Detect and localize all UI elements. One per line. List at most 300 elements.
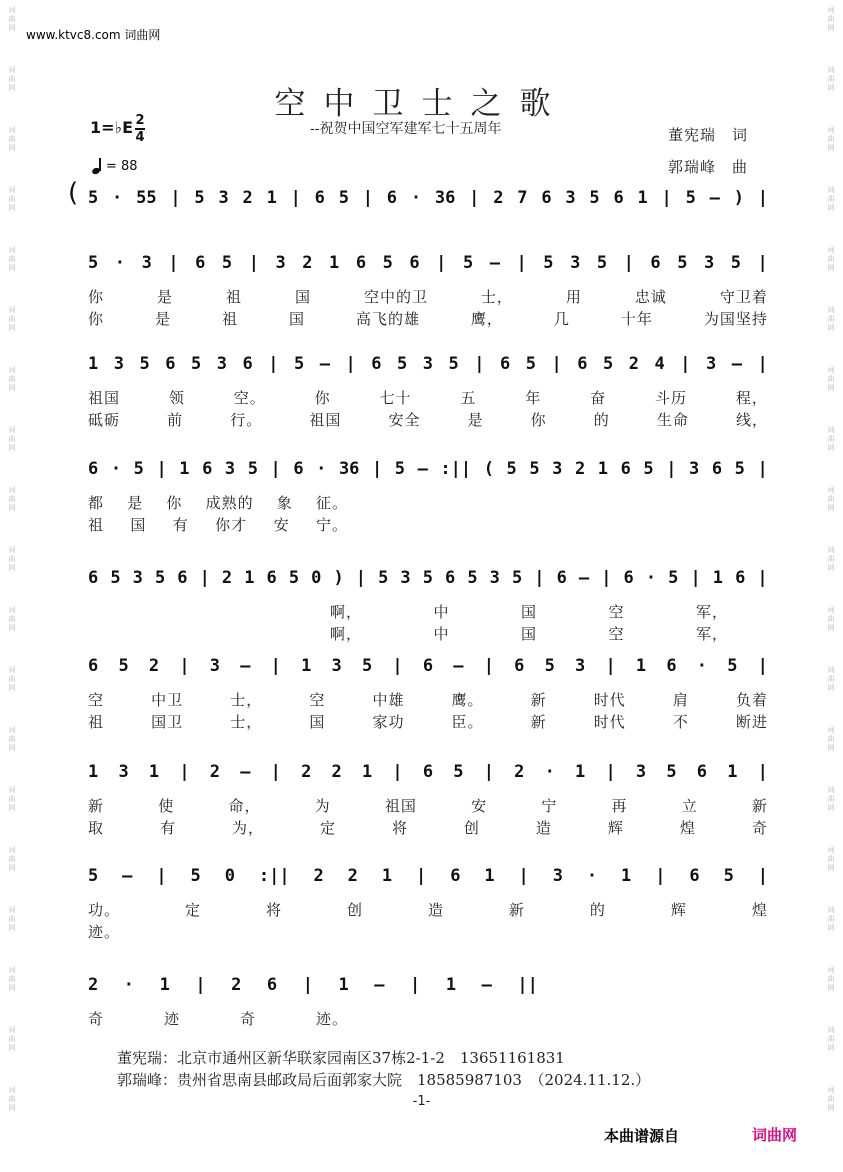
note: 1: [637, 188, 648, 208]
lyric-syllable: 领: [168, 389, 185, 407]
bar-line: |: [757, 188, 768, 208]
lyric-syllable: 奇: [751, 819, 768, 837]
lyric-line: [88, 921, 128, 942]
note: –: [453, 656, 464, 676]
lyric-syllable: 祖国: [309, 411, 342, 429]
lyric-syllable: 有: [159, 819, 176, 837]
note: 1: [597, 459, 609, 479]
lyric-syllable: 象: [276, 494, 293, 512]
watermark-mark: 词 曲 网: [827, 246, 835, 272]
lyric-syllable: 祖: [221, 310, 238, 328]
bar-line: |: [757, 866, 768, 886]
note: 5: [154, 568, 166, 588]
lyricist-credit: 董宪瑞 词: [668, 126, 749, 144]
site-url[interactable]: www.ktvc8.com 词曲网: [26, 28, 161, 42]
watermark-mark: 词 曲 网: [8, 546, 16, 572]
lyric-syllable: 的: [589, 901, 606, 919]
lyric-syllable: 中卫: [151, 691, 184, 709]
key-signature: 1=♭E: [90, 118, 134, 137]
lyric-syllable: 斗历: [655, 389, 688, 407]
note: 6: [293, 459, 304, 479]
lyric-syllable: 的: [593, 411, 610, 429]
tempo-marking: [92, 158, 138, 174]
lyric-syllable: 安: [471, 797, 488, 815]
bar-line: |: [199, 568, 210, 588]
lyric-syllable: 都: [88, 494, 105, 512]
note: 6: [689, 866, 700, 886]
notation-line: [88, 656, 768, 676]
watermark-mark: 词 曲 网: [8, 846, 16, 872]
lyric-line: [88, 286, 768, 307]
note: 6: [371, 354, 382, 374]
lyric-syllable: 士，: [230, 691, 263, 709]
lyric-syllable: 时代: [593, 713, 626, 731]
site-logo[interactable]: 词曲网: [752, 1126, 798, 1144]
lyric-syllable: 是: [154, 310, 171, 328]
note: 2: [514, 762, 525, 782]
left-watermark-strip: [4, 0, 20, 1172]
lyric-syllable: 是: [467, 411, 484, 429]
source-label: 本曲谱源自: [604, 1127, 680, 1145]
lyric-syllable: 国: [130, 516, 147, 534]
lyric-syllable: 断进: [735, 713, 768, 731]
note: 5: [338, 188, 349, 208]
time-signature: [135, 114, 145, 145]
note: 6: [711, 459, 723, 479]
watermark-mark: 词 曲 网: [8, 666, 16, 692]
note: 5: [110, 568, 121, 588]
note: 6: [445, 568, 456, 588]
note: 6: [88, 568, 99, 588]
bar-line: |: [516, 253, 527, 273]
lyric-syllable: 忠诚: [634, 288, 667, 306]
note: 1: [621, 866, 632, 886]
lyric-syllable: 负着: [735, 691, 768, 709]
note: 3: [400, 568, 411, 588]
note: –: [319, 354, 330, 374]
bar-line: |: [483, 656, 494, 676]
bar-line: |: [302, 975, 313, 995]
notation-line: [88, 253, 768, 273]
bar-line: |: [436, 253, 447, 273]
note: 6: [266, 568, 277, 588]
notation-line: [88, 762, 768, 782]
lyric-line: [88, 795, 768, 816]
note: 2: [301, 762, 312, 782]
note: 6: [620, 459, 631, 479]
tempo-value: = 88: [106, 158, 138, 174]
note: 2: [331, 762, 342, 782]
right-watermark-strip: [823, 0, 839, 1172]
lyric-syllable: 生命: [656, 411, 689, 429]
lyric-syllable: 立: [681, 797, 698, 815]
watermark-mark: 词 曲 网: [827, 6, 835, 32]
note: 6: [266, 975, 278, 995]
lyric-line: [88, 899, 768, 920]
bar-line: |: [757, 656, 768, 676]
note: 2: [148, 656, 160, 676]
lyric-line: [88, 817, 768, 838]
note: 5: [190, 866, 201, 886]
note: 1: [159, 975, 170, 995]
lyric-syllable: 使: [158, 797, 175, 815]
lyric-syllable: 祖国: [88, 389, 121, 407]
note: 2: [88, 975, 99, 995]
lyric-line: [88, 409, 768, 430]
bar-line: |: [518, 866, 529, 886]
note: 5: [247, 459, 258, 479]
lyric-syllable: 祖国: [384, 797, 417, 815]
note: 1: [329, 253, 340, 273]
bar-line: ||: [517, 975, 538, 995]
bar-line: |: [757, 354, 768, 374]
bar-line: |: [392, 656, 403, 676]
lyric-syllable: 啊，: [330, 625, 363, 643]
note: 5: [118, 656, 129, 676]
note: 3: [331, 656, 342, 676]
lyric-syllable: 年: [525, 389, 542, 407]
watermark-mark: 词 曲 网: [827, 66, 835, 92]
watermark-mark: 词 曲 网: [827, 486, 835, 512]
watermark-mark: 词 曲 网: [827, 906, 835, 932]
bar-line: |: [248, 253, 259, 273]
lyric-syllable: 祖: [225, 288, 242, 306]
lyric-syllable: 是: [156, 288, 173, 306]
lyric-syllable: 程，: [735, 389, 768, 407]
lyric-line: [330, 601, 728, 622]
watermark-mark: 词 曲 网: [827, 666, 835, 692]
note: 6: [541, 188, 552, 208]
lyric-line: [88, 689, 768, 710]
note: 5: [596, 253, 608, 273]
note: 6: [696, 762, 707, 782]
bar-line: |: [392, 762, 403, 782]
lyric-syllable: 新: [530, 713, 547, 731]
note: 5: [525, 354, 536, 374]
lyric-syllable: 空: [88, 691, 105, 709]
bar-line: |: [156, 459, 167, 479]
notation-line: [88, 568, 768, 588]
lyric-syllable: 命，: [228, 797, 261, 815]
bar-line: |: [179, 762, 190, 782]
bar-line: |: [362, 188, 373, 208]
note: 6: [409, 253, 420, 273]
notation-line: [88, 354, 768, 374]
lyric-syllable: 空。: [233, 389, 266, 407]
note: 1: [244, 568, 255, 588]
note: 6: [165, 354, 176, 374]
lyric-syllable: 空: [608, 625, 625, 643]
bar-line: |: [605, 656, 616, 676]
watermark-mark: 词 曲 网: [8, 366, 16, 392]
note: 6: [422, 762, 434, 782]
lyric-syllable: 你: [314, 389, 331, 407]
meter-bottom: 4: [135, 130, 145, 145]
note: 5: [88, 253, 99, 273]
note: 5: [397, 354, 408, 374]
lyric-syllable: 是: [127, 494, 144, 512]
note: 1: [635, 656, 647, 676]
note: 6: [177, 568, 188, 588]
note: ·: [645, 568, 657, 588]
note: 1: [361, 762, 373, 782]
lyric-syllable: 安: [273, 516, 290, 534]
note: ·: [110, 459, 122, 479]
lyric-syllable: 安全: [388, 411, 421, 429]
notation-line: [88, 459, 768, 479]
lyric-syllable: 国卫: [151, 713, 184, 731]
lyric-syllable: 迹。: [88, 923, 121, 941]
lyric-syllable: 辉: [670, 901, 687, 919]
bar-line: |: [680, 354, 691, 374]
note: 6: [242, 354, 253, 374]
note: –: [122, 866, 133, 886]
watermark-mark: 词 曲 网: [8, 306, 16, 332]
note: 5: [643, 459, 654, 479]
bar-line: |: [179, 656, 190, 676]
lyric-syllable: 砥砺: [88, 411, 121, 429]
note: ): [333, 568, 344, 588]
note: 2: [347, 866, 358, 886]
note: 6: [577, 354, 588, 374]
bar-line: |: [345, 354, 356, 374]
lyric-line: [88, 711, 768, 732]
note: 2: [242, 188, 253, 208]
note: 1: [88, 762, 99, 782]
bar-line: |: [355, 568, 366, 588]
lyric-syllable: 线，: [735, 411, 768, 429]
lyric-syllable: 将: [265, 901, 282, 919]
watermark-mark: 词 曲 网: [827, 966, 835, 992]
watermark-mark: 词 曲 网: [8, 906, 16, 932]
bar-line: |: [270, 656, 281, 676]
lyric-syllable: 家功: [372, 713, 405, 731]
lyric-syllable: 士，: [230, 713, 263, 731]
bar-line: |: [757, 568, 768, 588]
lyric-syllable: 迹。: [315, 1010, 348, 1028]
watermark-mark: 词 曲 网: [8, 966, 16, 992]
watermark-mark: 词 曲 网: [827, 1026, 835, 1052]
lyric-syllable: 你: [88, 288, 105, 306]
note: 5: [511, 568, 523, 588]
note: ·: [696, 656, 707, 676]
note: 1: [266, 188, 277, 208]
note: 1: [445, 975, 457, 995]
bar-line: |: [195, 975, 206, 995]
lyric-syllable: 为: [314, 797, 331, 815]
note: ·: [410, 188, 422, 208]
note: 6: [386, 188, 398, 208]
note: ): [733, 188, 744, 208]
watermark-mark: 词 曲 网: [8, 246, 16, 272]
note: 3: [422, 354, 433, 374]
note: 36: [338, 459, 360, 479]
lyric-syllable: 军，: [695, 603, 728, 621]
bar-line: |: [666, 459, 677, 479]
watermark-mark: 词 曲 网: [827, 726, 835, 752]
watermark-mark: 词 曲 网: [827, 786, 835, 812]
lyric-syllable: 国: [294, 288, 311, 306]
notation-line: [88, 975, 538, 995]
watermark-mark: 词 曲 网: [8, 486, 16, 512]
lyric-syllable: 中雄: [372, 691, 405, 709]
note: 1: [148, 762, 160, 782]
bar-line: |: [551, 354, 562, 374]
note: 6: [422, 656, 434, 676]
lyric-syllable: 创: [346, 901, 363, 919]
note: 5: [543, 253, 554, 273]
note: –: [578, 568, 590, 588]
lyric-line: [88, 1008, 348, 1029]
lyric-syllable: 行。: [230, 411, 263, 429]
note: 1: [575, 762, 586, 782]
lyric-syllable: 祖: [88, 516, 105, 534]
notation-line: [88, 866, 768, 886]
lyric-syllable: 时代: [593, 691, 626, 709]
note: 3: [703, 253, 715, 273]
lyric-syllable: 祖: [88, 713, 105, 731]
note: 5: [467, 568, 478, 588]
note: 4: [654, 354, 665, 374]
bar-line: |: [170, 188, 181, 208]
lyric-syllable: 啊，: [330, 603, 363, 621]
intro-bracket: (: [68, 178, 79, 208]
note: 3: [570, 253, 581, 273]
bar-line: |: [270, 762, 281, 782]
lyric-syllable: 中: [433, 603, 450, 621]
note: 0: [311, 568, 322, 588]
lyric-syllable: 造: [535, 819, 552, 837]
note: 1: [727, 762, 738, 782]
note: 5: [666, 762, 677, 782]
note: 5: [462, 253, 474, 273]
lyric-syllable: 你: [530, 411, 547, 429]
watermark-mark: 词 曲 网: [8, 1026, 16, 1052]
lyric-syllable: 鹰。: [451, 691, 484, 709]
lyric-syllable: 鹰，: [470, 310, 503, 328]
bar-line: :||: [440, 459, 472, 479]
note: 6: [556, 568, 567, 588]
page-number: -1-: [412, 1094, 431, 1109]
notation-line: [88, 188, 768, 208]
note: 3: [489, 568, 500, 588]
note: 5: [221, 253, 233, 273]
note: 3: [635, 762, 647, 782]
lyric-syllable: 为国坚持: [703, 310, 768, 328]
lyric-syllable: 新: [88, 797, 105, 815]
note: 5: [734, 459, 745, 479]
watermark-mark: 词 曲 网: [827, 126, 835, 152]
bar-line: |: [757, 762, 768, 782]
note: 6: [666, 656, 677, 676]
note: 6: [314, 188, 325, 208]
note: 6: [650, 253, 661, 273]
note: 3: [575, 656, 586, 676]
note: 55: [136, 188, 157, 208]
lyric-syllable: 创: [463, 819, 480, 837]
lyric-syllable: 造: [427, 901, 444, 919]
bar-line: |: [474, 354, 485, 374]
lyric-line: [88, 514, 348, 535]
lyric-line: [88, 492, 348, 513]
note: 6: [355, 253, 367, 273]
note: 5: [139, 354, 150, 374]
watermark-mark: 词 曲 网: [8, 186, 16, 212]
note: –: [481, 975, 492, 995]
note: 6: [202, 459, 213, 479]
meter-top: 2: [135, 113, 145, 128]
lyric-syllable: 空: [608, 603, 625, 621]
note: 5: [727, 656, 738, 676]
watermark-mark: 词 曲 网: [8, 126, 16, 152]
note: 2: [574, 459, 586, 479]
lyric-syllable: 用: [565, 288, 582, 306]
lyric-syllable: 中: [433, 625, 450, 643]
lyric-syllable: 新: [508, 901, 525, 919]
note: 5: [723, 866, 734, 886]
note: 5: [361, 656, 373, 676]
bar-line: |: [469, 188, 480, 208]
note: 3: [209, 656, 220, 676]
song-subtitle: --祝贺中国空军建军七十五周年: [310, 121, 502, 137]
note: 1: [484, 866, 495, 886]
note: 3: [689, 459, 700, 479]
lyric-line: [88, 387, 768, 408]
bar-line: |: [268, 354, 279, 374]
note: 1: [88, 354, 99, 374]
note: 6: [450, 866, 461, 886]
note: 5: [194, 188, 205, 208]
note: 1: [712, 568, 723, 588]
note: 2: [221, 568, 233, 588]
note: 6: [195, 253, 206, 273]
lyric-syllable: 有: [172, 516, 189, 534]
lyric-syllable: 军，: [695, 625, 728, 643]
lyric-syllable: 再: [611, 797, 628, 815]
lyric-syllable: 七十: [379, 389, 412, 407]
lyric-syllable: 宁。: [315, 516, 348, 534]
lyric-syllable: 宁: [541, 797, 558, 815]
watermark-mark: 词 曲 网: [827, 546, 835, 572]
bar-line: |: [757, 459, 768, 479]
note: –: [489, 253, 500, 273]
note: 3: [118, 762, 129, 782]
note: 5: [88, 188, 99, 208]
note: 5: [730, 253, 741, 273]
note: 2: [493, 188, 504, 208]
composer-credit: 郭瑞峰 曲: [668, 158, 749, 176]
watermark-mark: 词 曲 网: [827, 426, 835, 452]
note: 5: [294, 354, 305, 374]
lyric-syllable: 你才: [215, 516, 248, 534]
watermark-mark: 词 曲 网: [827, 606, 835, 632]
lyric-syllable: 不: [672, 713, 689, 731]
note: 5: [603, 354, 614, 374]
note: 2: [628, 354, 639, 374]
note: –: [240, 656, 251, 676]
bar-line: |: [270, 459, 281, 479]
note: 6: [514, 656, 525, 676]
bar-line: |: [483, 762, 494, 782]
bar-line: |: [661, 188, 672, 208]
lyric-syllable: 功。: [88, 901, 121, 919]
lyric-syllable: 煌: [679, 819, 696, 837]
footer-contact-lyricist: 董宪瑞：北京市通州区新华联家园南区37栋2-1-2 13651161831: [117, 1049, 565, 1067]
note: 5: [448, 354, 459, 374]
note: ·: [114, 253, 126, 273]
lyric-line: [330, 623, 728, 644]
note: (: [483, 459, 494, 479]
